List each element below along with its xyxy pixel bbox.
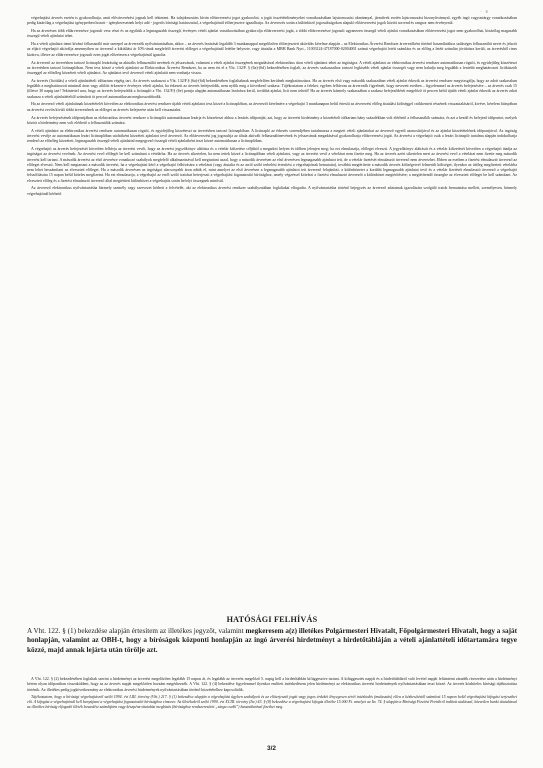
body-text xyxy=(27,15,517,198)
paragraph: Ha az árverező vételi ajánlatának közzétételét követően az elektronikus árverési rendszer újabb vételi ajánlatot tesz közzé a licitnaplóban, az árverezőt kérelmére a végrehajtó 3 munkanapon belül értesíti az árverezési előleg átutalási költséggel csökkentett részének visszautalásáról, kivéve, kérelem hiányában az árverési vevőn kívüli többi árverezőnek az előleget az árverés befejezése után kell visszautalni. xyxy=(27,101,517,112)
notice-heading: HATÓSÁGI FELHÍVÁS xyxy=(226,615,318,624)
paragraph: Az árverés befejezésének időpontjában az elektronikus árverési rendszer a licitnaplót automatikusan lezárja és közzéteszi ahhoz a lezárás időpontját, azt, hogy az árverési hirdetmény a közzétételi időtartam hány százalékban volt elérhető a felhasználók számára, és azt a kezdő és befejező időpontot, melyek között a hirdetmény nem volt elérhető a felhasználók számára. xyxy=(27,114,517,125)
paragraph: Az árverés (licitálás) a vételi ajánlattételi időtartam végéig tart. Az árverés szakaszai a Vht. 132/F.§ (6a)-(6d) bekezdésében foglaltaknak megfelelően kerülnek meghatározásra. Ha az árverés első vagy második szakaszában vételi ajánlat érkezik az árverési rendszer megvizsgálja, hogy az adott szakaszban legalább a meghatározott minimál áron vagy afölött érkezett-e érvényes vételi ajánlat, ha érkezett az árverés befejeződik, nem nyílik meg a következő szakasz. Tájékoztatom a feleket, egyben felhívom az árverezők figyelmét, hogy nevezett esetben – figyelemmel az árverés befejezésére – az árverés csak 15 (illetve 30 napig tart! Tekintettel arra, hogy az árverés befejeződik a licitnapló a Vht. 132/F.§ (6e) pontja alapján automatikusan lezárásra kerül, továbbá ajánlat, licit nem tehető! Ha az árverés bármely szakaszában a szakasz befejeződését megelőző öt percen belül újabb vételi ajánlat érkezik az árverés adott szakasza a vételi ajánlattételtől számított öt perccel automatikusan meghosszabbodik. xyxy=(27,77,517,99)
paragraph: A végrehajtó az árverés befejezését követően felhívja az árverési vevőt, hogy az árverési jegyzőkönyv aláírása és a vételár kifizetése céljából a megadott helyen és időben jelenjen meg; ha ezt elmulasztja, előleget elveszti. A jegyzőkönyv aláírását és a vételár kifizetését követően a végrehajtó átadja az ingóságot az árverési vevőnek. Az árverési vevő előlegét be kell számítani a vételárba. Ha az árverés sikertelen, ha nem tettek közzé a licitnaplóban vételi ajánlatot, vagy az árverési vevő a vételárat nem fizette meg. Ha az árverés azért sikertelen mert az árverési vevő a vételárat nem fizette meg második árverést kell tartani. A második árverést az első árverésre vonatkozó szabályok megfelelő alkalmazásával kell megtartani azzal, hogy a második árverésen az első árverésen legmagasabb ajánlatot tett, de a vételár fizetését elmulasztó árverező nem árverezhet. Ebben az esetben a fizetést elmulasztó árverező az előleget elveszti. Nem kell megtartani a második árverést, ha a végrehajtást kérő a végrehajtó felhívására a vételárat (vagy átutalta és az arról szóló terhelési értesítést a végrehajtónak bemutatta), továbbá megtérítette a második árverés költségeivel felmerült költséget; ilyenkor az ütőleg megfizetett vételárba nem lehet beszámítani az elvesztett előleget. Ha a második árverésen az ingóságot alacsonyabb áron adták el, mint amelyet az első árverésen a legmagasabb ajánlatot tett árverező felajánlott, a különbözetet a korábbi legmagasabb ajánlatot tevő és a vételár fizetését elmulasztó árverező a végrehajtó felszólítására 15 napon belül köteles megfizetni. Ha ezt elmulasztja, a végrehajtó az erről szóló iratokat beterjeszti a végrehajtást foganatosító bírósághoz, amely végzéssel kötelezi a fizetést elmulasztó árverezőt a különbözet megtérítésére; a megtérítendő összegbe az elvesztett előleget be kell számítani. Az elvesztett előleg és a fizetést elmulasztó árverező által megtérített különbözet a végrehajtás során befolyt összegnek minősül. xyxy=(27,146,517,183)
footnote-paragraph: A Vht. 122. § (2) bekezdésében foglaltak szerint a hirdetményt az árverést megelőzően legalább 15 napon át, és legalább az árverést megelőző 5. napig kell a hirdetőtáblán kifüggesztve tartani. A kifüggesztés napját és a hirdetőtábláról való levétel napját feltüntetni záradék rávezetése után a hirdetményt kérem olyan időpontban visszaküldeni, hogy az az árverés napját megelőzően hozzám megérkezzék. A Vht. 122. § (4) bekezdése figyelemmel ilyenkor említett intézkedésem jelen hirdetményt az elektronikus árverési hirdetmények nyilvántartásában teszi közzé. Az árverés közhiteles bírósági tájékoztatása történik. Az illetékes pedig jogkövetkezmény az elektronikus árverési hirdetmények nyilvántartásában történő közzétételhez kapcsolódik. xyxy=(27,676,517,692)
footnote-paragraph-italic: Tájékoztatom, hogy a bírósági végrehajtásról szóló 1994. évi LIII. törvény (Vht.) 217. § (1) bekezdése alapján a végrehajtási ügyben szabályait és az előterjesztő jogát vagy jogos érdekét lényegesen sértő intézkedés (mulasztás) ellen a kézbesítéstől számított 15 napon belül végrehajtási kifogást terjeszthet elő. A kifogást a végrehajtónál kell benyújtani a végrehajtást foganatosító bírósághoz címezve. Az illetékekről szóló 1990. évi XCIII. törvény (Itv.) 43. § (8) bekezdése a végrehajtási kifogás illetéke 15.000 Ft. amelyet az Itv. 74. § alapján a Bírósági Fizetési Portálról indított utalással, közvetlen banki átutalással az illetékes bíróság elfogadó illeték beszedési számlájára vagy készpénz-átutalási megbízás (bírósághoz rendszeresített „sárga csekk”) használatával fizethet meg. xyxy=(27,693,517,710)
corner-mark: · s xyxy=(480,9,489,15)
paragraph: végrehajtási árverés esetén is gyakorolhatja, amit elővárverézési jognak kell tekinteni. Ha tulajdonostárs kíván előárverezési jogot gyakorolni, a jogát összétételtményeket vonatkozásában lajstromozási okmánnyal, járművek esetén lajstromozási bizonyítvánnyal, egyéb ingó vagyontárgy vonatkozásában pedig kizárólag a végrehajtási igényperben hozott - igénykeresetnek helyt adó - jogerős bírósági határozattal, a végrehajtónál előterjesztve igazolhatja. Az árverezés során a különböző jogosultságokon alapuló előárverezési jogok között sorrend és rangsor nem érvényesül. xyxy=(27,15,517,26)
notice-text-plain: A Vht. 122. § (1) bekezdése alapján értesítem az illetékes jegyzőt, valamint xyxy=(27,627,246,635)
paragraph: Az árverező elektronikus nyilvántartásba bármely személy vagy szervezet kérheti a felvételét, aki az elektronikus árverési rendszer szabályzatában foglaltakat elfogadta. A nyilvántartásba történő bejegyzés az árverező adatainak igazolására szolgáló iratok bemutatása mellett, személyesen, bármely végrehajtónál kérhető. xyxy=(27,185,517,196)
footnote-text xyxy=(27,676,517,712)
notice-text-bold: megkeresem a(z) illetékes Polgármesteri Hivatalt, Főpolgármesteri Hivatalt, hogy a saját honlapján, valamint az OBH-t, hogy a bíróságok központi honlapján az ingó árverési hirdetményt a hirdetőtábláján a vételi ajánlattételi időtartamára tegye közzé, majd annak lejárta után törölje azt. xyxy=(27,627,517,654)
paragraph: A vételi ajánlatot az elektronikus árverési rendszer automatikusan rögzíti, és egyidejűleg közzéteszi az árverésben tartozó licitnaplóban. A licitnapló az érkezés sorrendjében tartalmazza a megtett vételi ajánlatokat az árverező egyedi azonosítójával és az ajánlat közzétételének időpontjával. Az ingóság árverési vevője az automatikusan lezárt licitnaplóban utolsóként közzétett ajánlatot tevő árverező. Az előárverezési jog jogosultja az általa aktivált felhasználónevének és jelszavának megadásával gyakorolhatja előárverezési jogát. Az árverést a végrehajtó csak a lezárt licitnapló tartalma alapján indokolhatja rendező az előzőleg közzétett, legmagasabb összegű vételi ajánlattal megegyező összegű vételi ajánlatként teszi közzé automatikusan a licitnaplóban. xyxy=(27,127,517,144)
paragraph: Az árverező az árverésben tartozó licitnapló lezárásáig az aktuális felhasználói nevének és jelszavának, valamint a vételi ajánlat összegének megadásával elektronikus úton vételi ajánlatot tehet az ingóságra. A vételi ajánlatot az elektronikus árverési rendszer automatikusan rögzíti, és egyidejűleg közzéteszi az árverésben tartozó licitnaplóban. Nem tesz közzé a vételi ajánlatot az Elektronikus Árverési Rendszer, ha az nem éri el a Vht. 132/F. § (6a)-(6d) bekezdésében foglalt, az árverés szakaszaihoz tartozó legkisebb vételi ajánlat összegét vagy nem haladja meg legalább a fentebb meghatározott licitküszöb összeggel az előzőleg közzétett vételi ajánlatot. Az ajánlatot tevő árverező vételi ajánlatát nem vonhatja vissza. xyxy=(27,59,517,76)
paragraph: Ha az árverésen több előárverezésre jogosult vesz részt és az egyikük a legmagasabb összegű, érvényes vételi ajánlat vonatkozásában gyakorolja előárverezési jogát, a többi előárverezésre jogosult ugyanezen összegű vételi ajánlat vonatkozásában előárverezési jogot nem gyakorolhat, kizárólag magasabb összegű vételi ajánlatot tehet. xyxy=(27,28,517,39)
page-number: 3/2 xyxy=(266,745,277,752)
notice-text xyxy=(27,627,517,655)
paragraph: Ha a vételi ajánlatot tenni kívánó felhasználó már szerepel az árverezők nyilvántartásában, akkor – az árverés lezárását legalább 3 munkanappal megelőzően előterjesztett aktiválás kérelme alapján – az Elektronikus Árverési Rendszer árverezőként történő használatához szükséges felhasználói nevet és jelszót az eljáró végrehajtó aktiválja amennyiben az árverező a kikiáltási ár 10%-ának megfelelő árverési előleget a végrehajtónál letétbe helyezte, vagy átutalta a MBH Bank Nyrt., 11003124-47187000-02004001 számú végrehajtói letéti számlára és az előleg a letéti számlán jóváírásra került, az árverésből rines kizárva, illetve az előárverezésre jogosult ezen jogát előzetesen a végrehajtónál igazolta. xyxy=(27,41,517,57)
